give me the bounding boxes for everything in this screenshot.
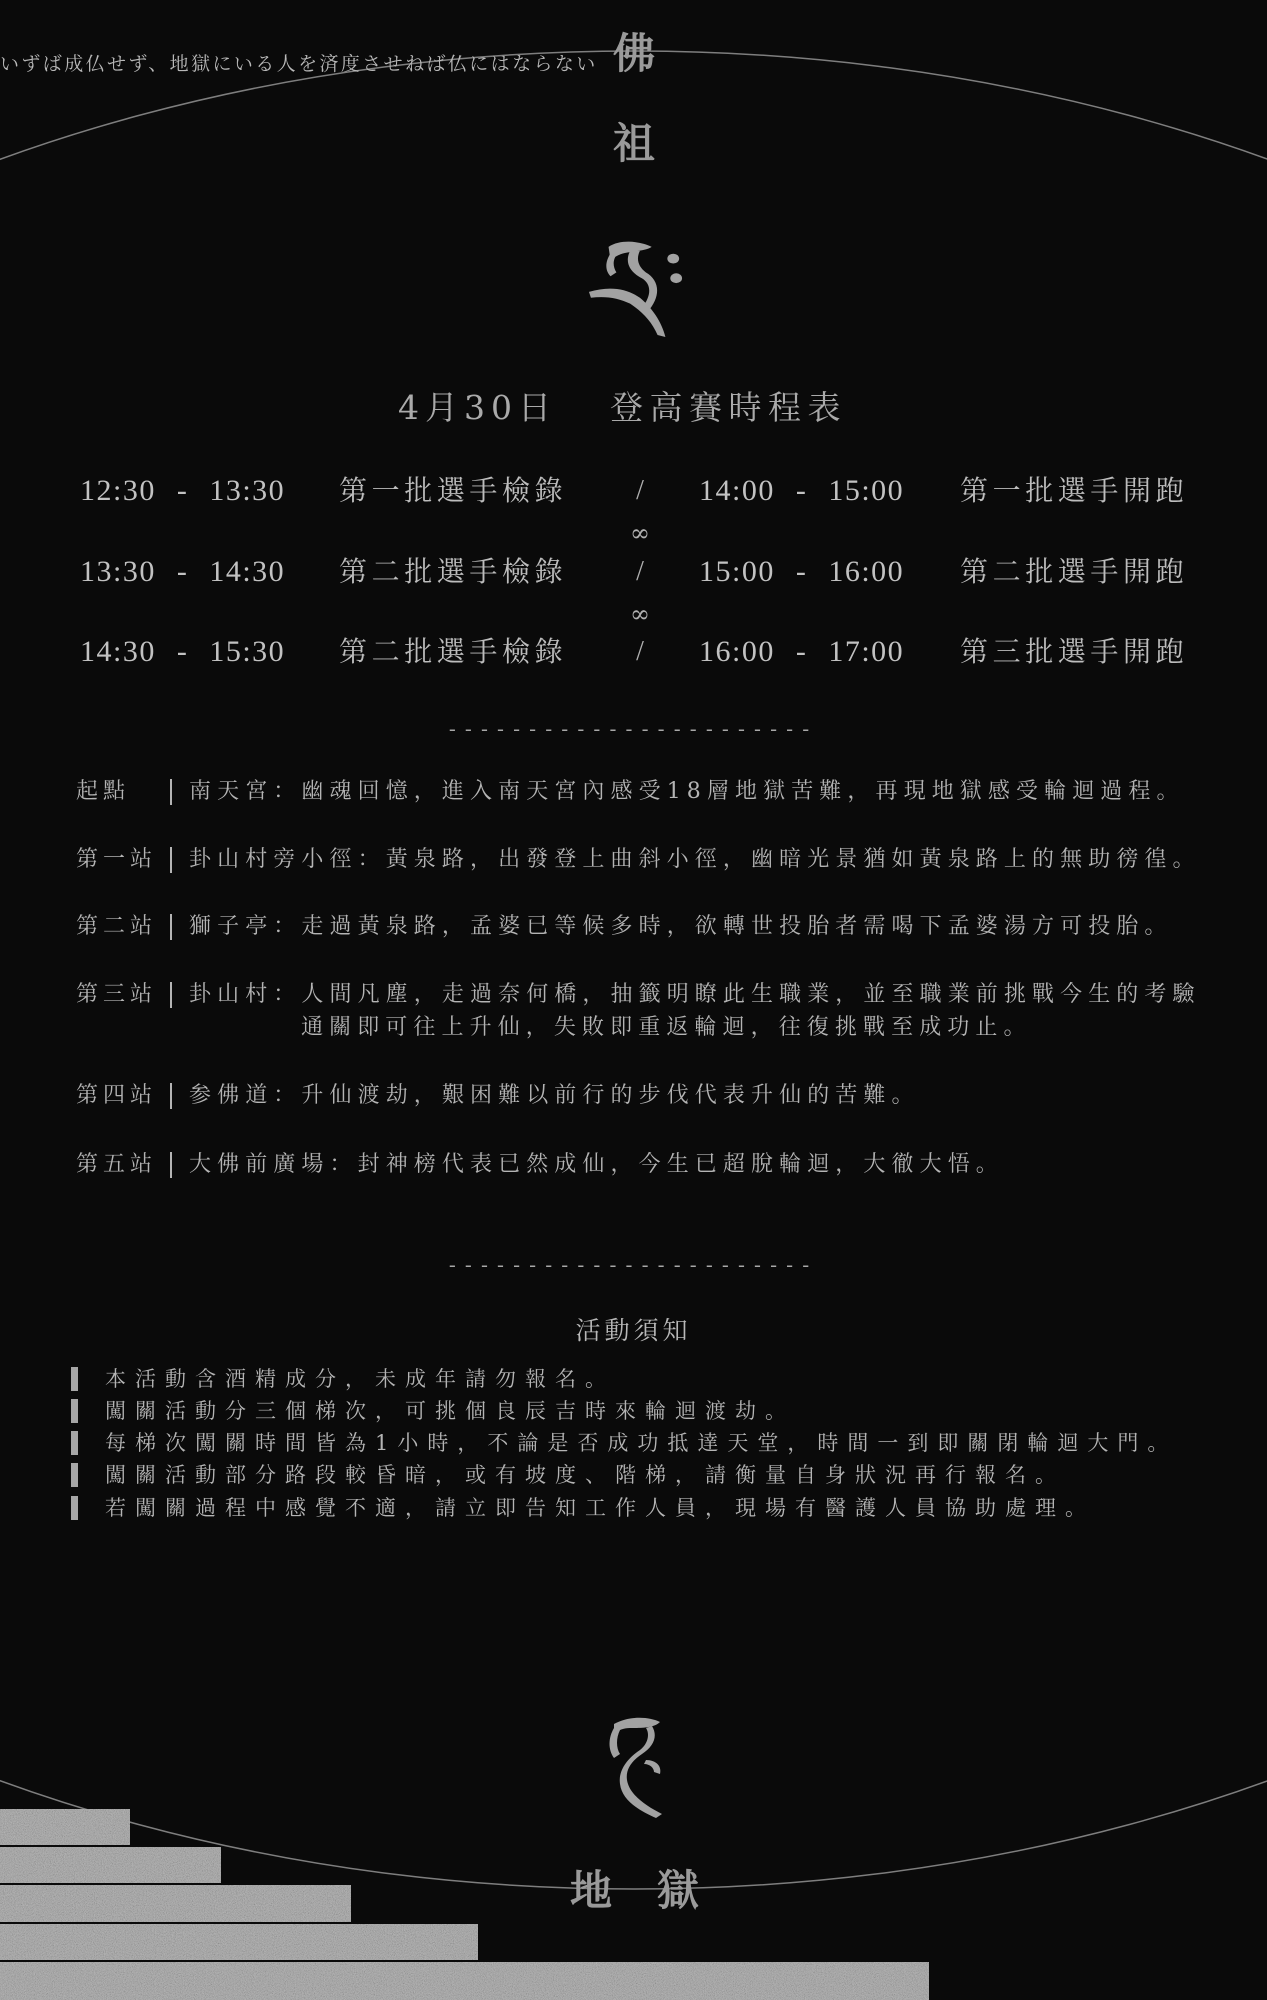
- stair-step: [0, 1885, 351, 1922]
- schedule-separator: /: [636, 636, 644, 667]
- bullet-bar: [71, 1496, 78, 1520]
- schedule-title: 登高賽時程表: [610, 388, 847, 427]
- station-description: [189, 843, 1201, 876]
- notice-text: 本活動含酒精成分，未成年請勿報名。: [105, 1367, 615, 1391]
- stair-step: [0, 1847, 221, 1883]
- station-description: [189, 910, 1173, 943]
- schedule-row: [0, 634, 1267, 670]
- stair-step: [0, 1962, 929, 2000]
- start-label: 第二批選手開跑: [960, 555, 1189, 588]
- check-in-label: 第一批選手檢錄: [339, 474, 568, 507]
- schedule-row: [0, 554, 1267, 590]
- station-line: 卦山村旁小徑：黃泉路，出發登上曲斜小徑，幽暗光景猶如黃泉路上的無助徬徨。: [189, 847, 1201, 872]
- check-in-label: 第二批選手檢錄: [339, 555, 568, 588]
- station-line: 大佛前廣場：封神榜代表已然成仙，今生已超脫輪迴，大徹大悟。: [189, 1152, 1004, 1177]
- schedule-separator: /: [636, 556, 644, 587]
- station-divider-bar: [170, 982, 172, 1008]
- heaven-title-char-1: 佛: [612, 29, 655, 78]
- heaven-title-char-2: 祖: [612, 119, 655, 168]
- notice-item: [0, 1396, 1267, 1426]
- staircase-graphic: [0, 1809, 929, 2000]
- stair-step: [0, 1924, 478, 1960]
- notice-text: 闖關活動部分路段較昏暗，或有坡度、階梯，請衡量自身狀況再行報名。: [105, 1463, 1065, 1487]
- station-divider-bar: [170, 914, 172, 940]
- hell-title-char-2: 獄: [656, 1866, 699, 1915]
- siddham-seed-syllable-icon: [600, 1716, 670, 1818]
- notice-item: [0, 1364, 1267, 1394]
- siddham-seed-syllable-icon: [587, 237, 685, 339]
- notice-item: [0, 1428, 1267, 1458]
- check-in-time: 13:30 - 14:30: [80, 555, 286, 588]
- notice-item: [0, 1493, 1267, 1523]
- notice-item: [0, 1460, 1267, 1490]
- station-divider-bar: [170, 1152, 172, 1178]
- row-link-symbol: ∞: [630, 519, 650, 547]
- dashed-divider: -----------------------: [449, 718, 819, 740]
- notice-title: 活動須知: [575, 1316, 692, 1345]
- station-line: 南天宮：幽魂回憶，進入南天宮內感受18層地獄苦難，再現地獄感受輪迴過程。: [189, 779, 1185, 804]
- station-description: [189, 1079, 920, 1112]
- start-time: 16:00 - 17:00: [699, 635, 905, 668]
- station-description: [189, 775, 1185, 808]
- station-line: 通關即可往上升仙，失敗即重返輪迴，往復挑戰至成功止。: [301, 1015, 1032, 1040]
- station-label: 第一站: [76, 847, 158, 872]
- station-line: 参佛道：升仙渡劫，艱困難以前行的步伐代表升仙的苦難。: [189, 1083, 920, 1108]
- bullet-bar: [71, 1463, 78, 1487]
- station-label: 第二站: [76, 914, 158, 939]
- bullet-bar: [71, 1399, 78, 1423]
- station-line: 獅子亭：走過黃泉路，孟婆已等候多時，欲轉世投胎者需喝下孟婆湯方可投胎。: [189, 914, 1173, 939]
- check-in-label: 第二批選手檢錄: [339, 635, 568, 668]
- start-label: 第三批選手開跑: [960, 635, 1189, 668]
- bullet-bar: [71, 1367, 78, 1391]
- notice-text: 每梯次闖關時間皆為1小時，不論是否成功抵達天堂，時間一到即關閉輪迴大門。: [105, 1431, 1178, 1455]
- station-label: 第四站: [76, 1083, 158, 1108]
- hell-title-char-1: 地: [569, 1866, 612, 1915]
- schedule-row: [0, 473, 1267, 509]
- start-time: 14:00 - 15:00: [699, 474, 905, 507]
- notice-text: 若闖關過程中感覺不適，請立即告知工作人員，現場有醫護人員協助處理。: [105, 1496, 1095, 1520]
- row-link-symbol: ∞: [630, 600, 650, 628]
- check-in-time: 12:30 - 13:30: [80, 474, 286, 507]
- start-label: 第一批選手開跑: [960, 474, 1189, 507]
- station-description: [189, 1148, 1004, 1181]
- bullet-bar: [71, 1431, 78, 1455]
- dashed-divider: -----------------------: [449, 1254, 819, 1276]
- station-line: 卦山村：人間凡塵，走過奈何橋，抽籤明瞭此生職業，並至職業前挑戰今生的考驗: [189, 982, 1201, 1007]
- stair-step: [0, 1809, 130, 1845]
- station-divider-bar: [170, 847, 172, 873]
- start-time: 15:00 - 16:00: [699, 555, 905, 588]
- station-label: 起點: [76, 779, 131, 804]
- schedule-separator: /: [636, 475, 644, 506]
- event-date: 4月30日: [398, 388, 557, 427]
- check-in-time: 14:30 - 15:30: [80, 635, 286, 668]
- station-divider-bar: [170, 1083, 172, 1109]
- top-quote: いずば成仏せず、地獄にいる人を済度させねば仏にはならない: [0, 53, 598, 75]
- station-label: 第三站: [76, 982, 158, 1007]
- station-label: 第五站: [76, 1152, 158, 1177]
- station-divider-bar: [170, 779, 172, 805]
- notice-text: 闖關活動分三個梯次，可挑個良辰吉時來輪迴渡劫。: [105, 1399, 795, 1423]
- station-description: [189, 978, 1201, 1044]
